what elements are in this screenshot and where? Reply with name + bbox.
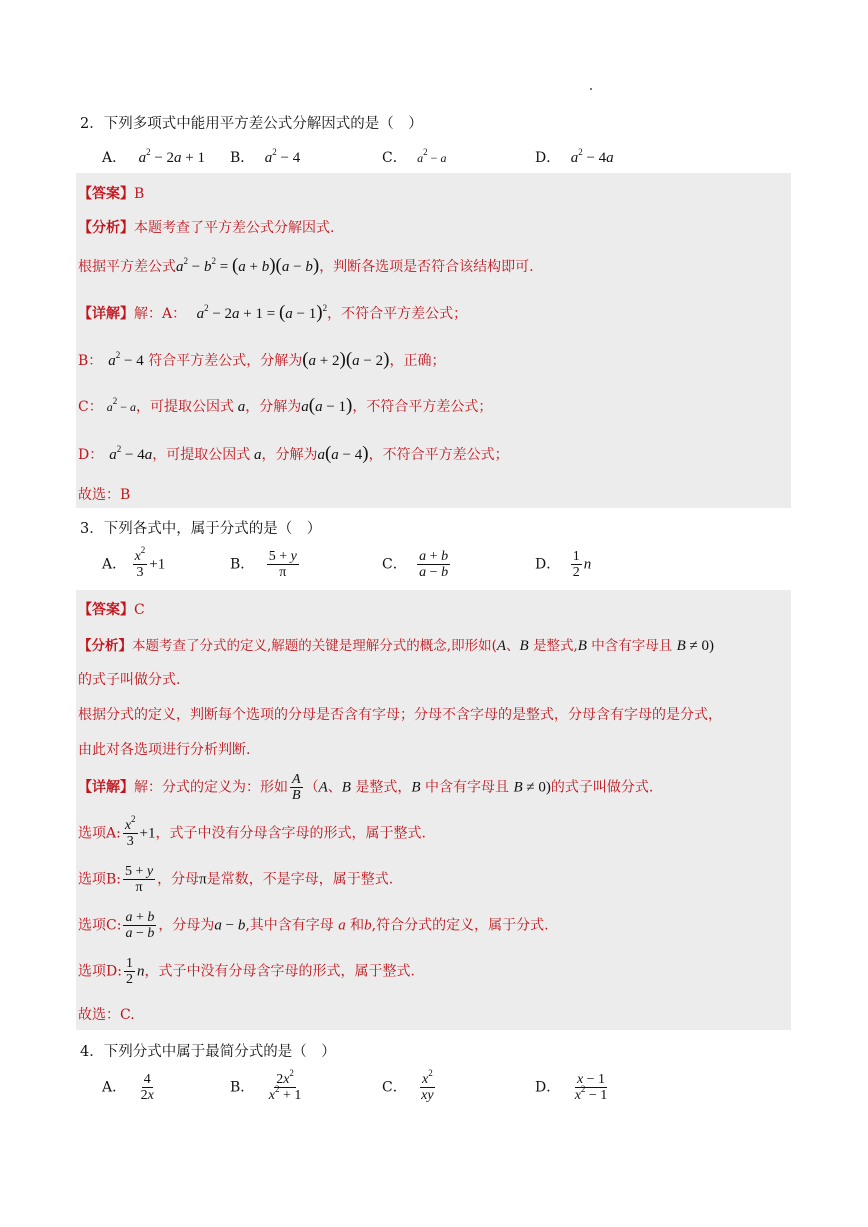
q3-solution-box xyxy=(76,590,791,1030)
q2-choose-line: 故选：B xyxy=(78,487,131,503)
q3-option-d-analysis: 选项D: $\frac{1}{2}$ n，式子中没有分母含字母的形式，属于整式. xyxy=(78,956,415,987)
q3-option-a-analysis: 选项A: $\frac{x^2}{3}$ +1，式子中没有分母含字母的形式，属于整式. xyxy=(78,814,426,849)
q3-choose-line: 故选：C. xyxy=(78,1007,135,1023)
q2-option-a[interactable]: A． $a^2 - 2a + 1$ xyxy=(102,147,206,166)
q4-stem: 4．下列分式中属于最简分式的是（ ） xyxy=(80,1044,336,1060)
q3-option-b-analysis: 选项B: $\frac{5 + y}{\pi}$ ，分母π是常数，不是字母，属于整式. xyxy=(78,864,394,895)
q3-detail-line: 【详解】解：分式的定义为：形如 $\frac{A}{B}$ （A、B 是整式，B 中含有字母且 B ≠ 0)的式子叫做分式. xyxy=(78,772,654,803)
q2-analysis-formula-line: 根据平方差公式$a^2 - b^2 = (a + b)(a - b)$，判断各选项是否符合该结构即可. xyxy=(78,255,534,276)
q3-option-c[interactable]: C． $\frac{a + b}{a - b}$ xyxy=(382,549,449,580)
q3-stem: 3．下列各式中，属于分式的是（ ） xyxy=(80,521,322,537)
q3-analysis-line1: 【分析】本题考查了分式的定义,解题的关键是理解分式的概念,即形如(A、B 是整式,B 中含有字母且 B ≠ 0) xyxy=(78,638,714,654)
q3-analysis-line2: 的式子叫做分式. xyxy=(78,672,181,688)
q2-stem: 2．下列多项式中能用平方差公式分解因式的是（ ） xyxy=(80,116,423,132)
q2-detail-b-line: B： $a^2 - 4$ 符合平方差公式，分解为(a + 2)(a − 2)，正确； xyxy=(78,349,446,370)
q2-option-c[interactable]: C． $a^2 - a$ xyxy=(382,147,447,166)
q3-option-a[interactable]: A． $\frac{x^2}{3}$ +1 xyxy=(102,545,166,580)
q2-analysis-line: 【分析】本题考查了平方差公式分解因式. xyxy=(78,220,335,236)
q3-analysis-line3: 根据分式的定义，判断每个选项的分母是否含有字母；分母不含字母的是整式，分母含有字母的是分式， xyxy=(78,707,722,723)
q2-option-d[interactable]: D． $a^2 - 4a$ xyxy=(535,147,614,166)
q3-analysis-line4: 由此对各选项进行分析判断. xyxy=(78,742,251,758)
q4-option-b[interactable]: B． $\frac{2x^2}{x^2 + 1}$ xyxy=(230,1068,302,1103)
q2-detail-d-line: D： $a^2 - 4a$，可提取公因式 a，分解为a(a − 4)，不符合平方差公式； xyxy=(78,443,509,464)
q2-detail-c-line: C： $a^2 - a$，可提取公因式 a，分解为a(a − 1)，不符合平方差公式； xyxy=(78,395,493,416)
q2-solution-box xyxy=(76,173,791,508)
q3-option-b[interactable]: B． $\frac{5 + y}{\pi}$ xyxy=(230,549,297,580)
q2-answer-line: 【答案】B xyxy=(78,186,145,202)
stray-dot xyxy=(590,88,592,90)
q3-answer-line: 【答案】C xyxy=(78,602,145,618)
q3-option-c-analysis: 选项C: $\frac{a + b}{a - b}$ ，分母为a − b,其中含有字母 a 和b,符合分式的定义，属于分式. xyxy=(78,910,549,941)
q2-option-b[interactable]: B． $a^2 - 4$ xyxy=(230,147,301,166)
q3-option-d[interactable]: D． $\frac{1}{2}$ n xyxy=(535,549,592,580)
q4-option-a[interactable]: A． $\frac{4}{2x}$ xyxy=(102,1072,154,1103)
q4-option-c[interactable]: C． $\frac{x^2}{xy}$ xyxy=(382,1068,434,1103)
q4-option-d[interactable]: D． $\frac{x - 1}{x^2 - 1}$ xyxy=(535,1072,608,1103)
q2-detail-a-line: 【详解】解：A： $a^2 - 2a + 1 = (a - 1)^2$，不符合平方差公式； xyxy=(78,302,468,323)
